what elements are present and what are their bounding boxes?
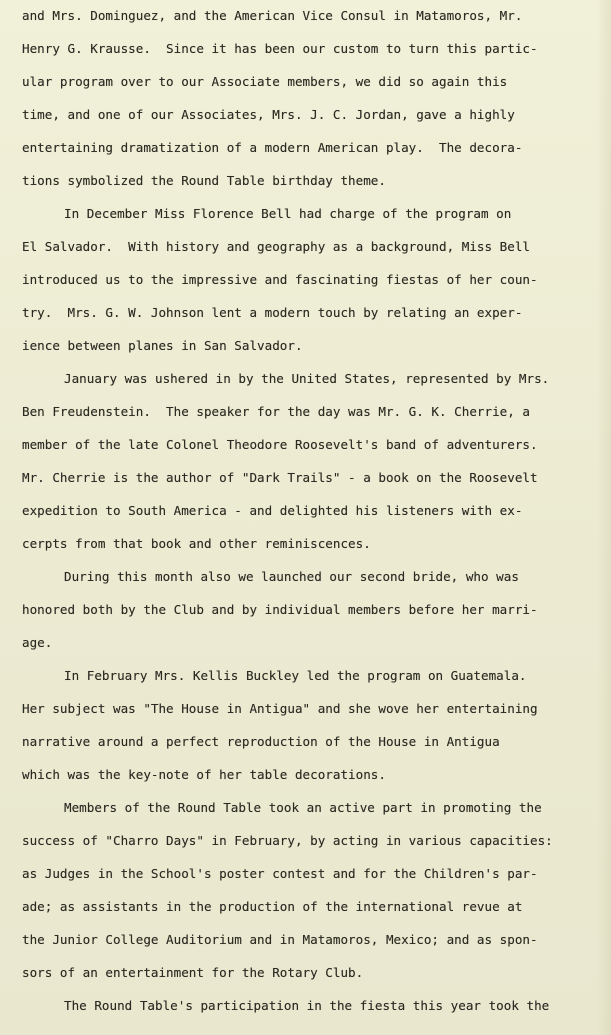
text-line: honored both by the Club and by individual members before her marri- — [22, 602, 538, 617]
paragraph-first-line: During this month also we launched our second bride, who was — [64, 569, 519, 584]
text-line: Her subject was "The House in Antigua" and she wove her entertaining — [22, 701, 538, 716]
text-line: sors of an entertainment for the Rotary Club. — [22, 965, 364, 980]
text-line: try. Mrs. G. W. Johnson lent a modern touch by relating an exper- — [22, 305, 523, 320]
text-line: age. — [22, 635, 53, 650]
text-line: member of the late Colonel Theodore Roosevelt's band of adventurers. — [22, 437, 538, 452]
text-line: Ben Freudenstein. The speaker for the day was Mr. G. K. Cherrie, a — [22, 404, 530, 419]
text-line: expedition to South America - and delighted his listeners with ex- — [22, 503, 523, 518]
text-line: ience between planes in San Salvador. — [22, 338, 303, 353]
paragraph-first-line: In December Miss Florence Bell had charge of the program on — [64, 206, 512, 221]
page-edge-shadow — [597, 0, 611, 1035]
text-line: and Mrs. Dominguez, and the American Vice Consul in Matamoros, Mr. — [22, 8, 523, 23]
text-line: Henry G. Krausse. Since it has been our custom to turn this partic- — [22, 41, 538, 56]
text-line: narrative around a perfect reproduction of the House in Antigua — [22, 734, 500, 749]
text-line: El Salvador. With history and geography as a background, Miss Bell — [22, 239, 530, 254]
text-line: time, and one of our Associates, Mrs. J. C. Jordan, gave a highly — [22, 107, 515, 122]
paragraph-first-line: January was ushered in by the United States, represented by Mrs. — [64, 371, 550, 386]
paragraph-first-line: The Round Table's participation in the fiesta this year took the — [64, 998, 550, 1013]
text-line: ade; as assistants in the production of the international revue at — [22, 899, 523, 914]
text-line: tions symbolized the Round Table birthday theme. — [22, 173, 386, 188]
text-line: which was the key-note of her table decorations. — [22, 767, 386, 782]
text-line: success of "Charro Days" in February, by acting in various capacities: — [22, 833, 553, 848]
text-line: introduced us to the impressive and fascinating fiestas of her coun- — [22, 272, 538, 287]
paragraph-first-line: Members of the Round Table took an active part in promoting the — [64, 800, 542, 815]
text-line: entertaining dramatization of a modern American play. The decora- — [22, 140, 523, 155]
text-line: as Judges in the School's poster contest and for the Children's par- — [22, 866, 538, 881]
text-line: cerpts from that book and other reminiscences. — [22, 536, 371, 551]
paragraph-first-line: In February Mrs. Kellis Buckley led the program on Guatemala. — [64, 668, 527, 683]
text-line: Mr. Cherrie is the author of "Dark Trails" - a book on the Roosevelt — [22, 470, 538, 485]
text-line: the Junior College Auditorium and in Matamoros, Mexico; and as spon- — [22, 932, 538, 947]
text-line: ular program over to our Associate members, we did so again this — [22, 74, 508, 89]
